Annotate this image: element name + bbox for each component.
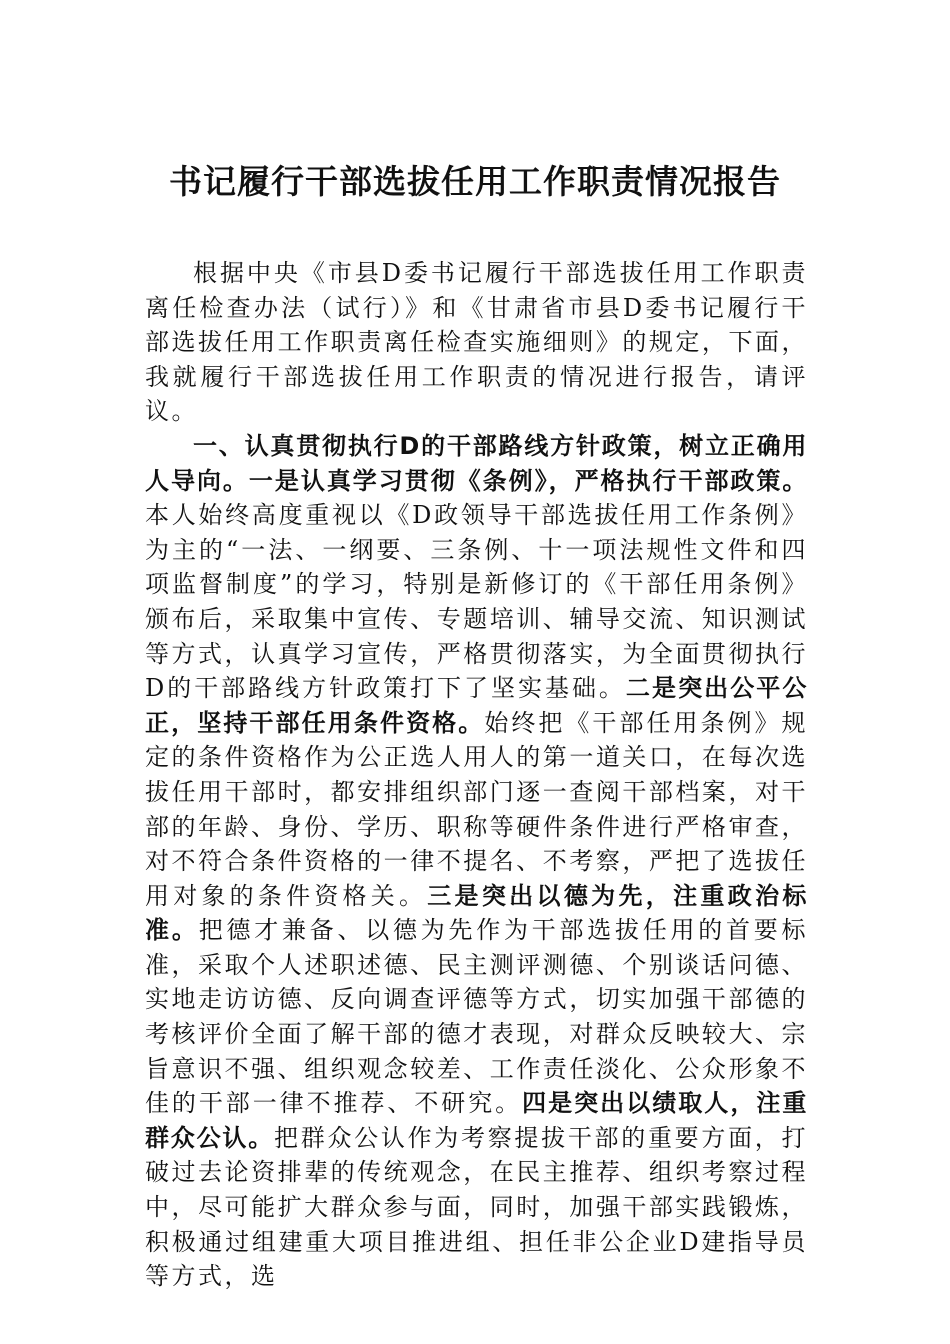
document-body — [145, 256, 808, 1294]
section-one-heading: 一、认真贯彻执行D的干部路线方针政策，树立正确用人导向。一是认真学习贯彻《条例》，严格执行干部政策。 — [145, 431, 808, 495]
intro-text: 根据中央《市县D委书记履行干部选拔任用工作职责离任检查办法（试行）》和《甘肃省市县D委书记履行干部选拔任用工作职责离任检查实施细则》的规定，下面，我就履行干部选拔任用工作职责的情况进行报告，请评议。 — [145, 259, 808, 426]
point-three-heading: 三是突出以德为先，注重政治标准。 — [145, 881, 808, 945]
point-one-text: 本人始终高度重视以《D政领导干部选拔任用工作条例》为主的“一法、一纲要、三条例、十一项法规性文件和四项监督制度”的学习，特别是新修订的《干部任用条例》颁布后，采取集中宣传、专题培训、辅导交流、知识测试等方式，认真学习宣传，严格贯彻落实，为全面贯彻执行D的干部路线方针政策打下了坚实基础。 — [145, 501, 808, 703]
intro-paragraph — [145, 256, 808, 429]
section-one-paragraph — [145, 429, 808, 1294]
document-title: 书记履行干部选拔任用工作职责情况报告 — [169, 162, 781, 201]
point-four-heading: 四是突出以绩取人，注重群众公认。 — [145, 1089, 808, 1152]
point-three-text: 把德才兼备、以德为先作为干部选拔任用的首要标准，采取个人述职述德、民主测评测德、个别谈话问德、实地走访访德、反向调查评德等方式，切实加强干部德的考核评价全面了解干部的德才表现，对群众反映较大、宗旨意识不强、组织观念较差、工作责任淡化、公众形象不佳的干部一律不推荐、不研究。 — [145, 916, 809, 1118]
point-four-text: 把群众公认作为考察提拔干部的重要方面，打破过去论资排辈的传统观念，在民主推荐、组织考察过程中，尽可能扩大群众参与面，同时，加强干部实践锻炼，积极通过组建重大项目推进组、担任非公企业D建指导员等方式，选 — [145, 1123, 809, 1291]
point-two-heading: 二是突出公平公正，坚持干部任用条件资格。 — [145, 674, 808, 737]
point-two-text: 始终把《干部任用条例》规定的条件资格作为公正选人用人的第一道关口，在每次选拔任用干部时，都安排组织部门逐一查阅干部档案，对干部的年龄、身份、学历、职称等硬件条件进行严格审查，对不符合条件资格的一律不提名、不考察，严把了选拔任用对象的条件资格关。 — [145, 708, 808, 910]
